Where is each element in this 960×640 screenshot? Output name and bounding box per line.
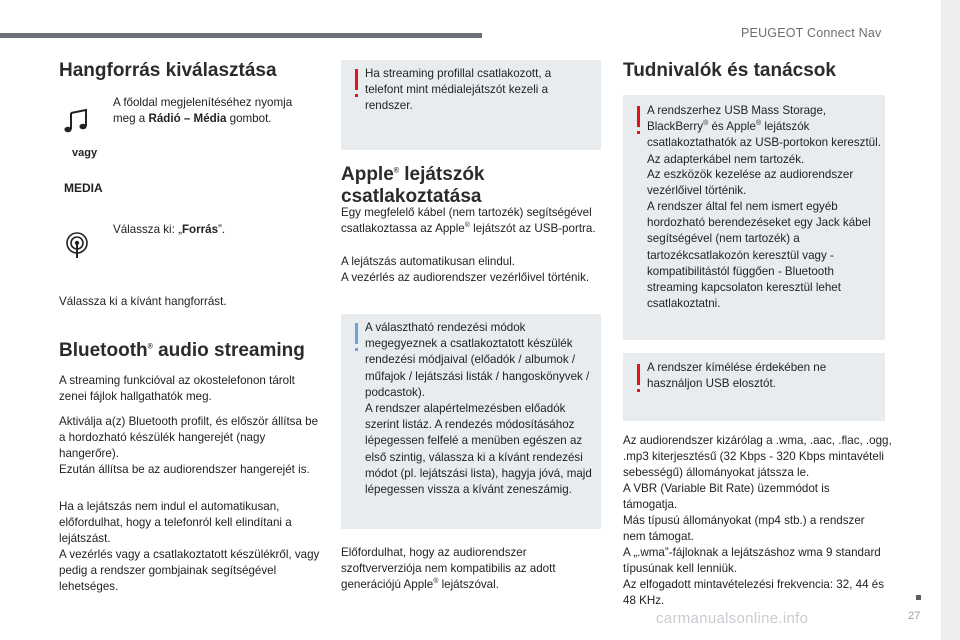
page-number: 27 — [908, 610, 921, 622]
section-title-tips: Tudnivalók és tanácsok — [623, 60, 836, 81]
step-select-source: Válassza ki: „Forrás”. — [113, 223, 226, 236]
usb-support-text: A rendszerhez USB Mass Storage, BlackBerry® és Apple® lejátszók csatlakoztathatók az USB-portokon keresztül. Az adapterkábel nem tartozék. — [647, 104, 881, 166]
side-margin-strip — [941, 0, 960, 640]
warning-box-usb — [623, 95, 885, 340]
apple-paragraph-2: A lejátszás automatikusan elindul. — [341, 255, 516, 268]
warning-icon — [637, 106, 640, 127]
source-antenna-icon — [62, 229, 92, 266]
warning-box-hub — [623, 353, 885, 421]
warning-icon — [637, 364, 640, 385]
apple-compat-note: Előfordulhat, hogy az audiorendszer szoftververziója nem kompatibilis az adott generációjú Apple® lejátszóval. — [341, 546, 556, 592]
step-choose-source: Válassza ki a kívánt hangforrást. — [59, 295, 227, 308]
usb-hub-warning: A rendszer kímélése érdekében ne használjon USB elosztót. — [647, 361, 827, 391]
bt-paragraph-1: A streaming funkcióval az okostelefonon tárolt zenei fájlok hallgathatók meg. — [59, 374, 295, 404]
info-text-sorting-1: A választható rendezési módok megegyeznek a csatlakoztatott készülék rendezési módjaival (előadók / albumok / műfajok / lejátszási listák / hangoskönyvek / podcastok). — [365, 321, 590, 399]
info-box-sorting — [341, 314, 601, 529]
formats-paragraph-1: Az audiorendszer kizárólag a .wma, .aac, .flac, .ogg, .mp3 kiterjesztésű (32 Kbps - 320 Kbps mintavételi sebességű) állományokat játssza le. — [623, 434, 892, 480]
info-icon — [355, 323, 358, 344]
usb-other-devices-text: A rendszer által fel nem ismert egyéb hordozható berendezéseket egy Jack kábel segítségével (nem tartozék) a tartozékcsatlakozón keresztül vagy - kompatibilitástól függően - Bluetooth streaming kapcsolaton keresztül lehet csatlakoztatni. — [647, 200, 871, 311]
bt-paragraph-4: Ha a lejátszás nem indul el automatikusan, előfordulhat, hogy a telefonról kell elindítani a lejátszást. — [59, 500, 292, 546]
header-rule — [0, 33, 482, 38]
apple-paragraph-3: A vezérlés az audiorendszer vezérlőivel történik. — [341, 271, 590, 284]
formats-paragraph-2: A VBR (Variable Bit Rate) üzemmódot is támogatja. — [623, 482, 830, 512]
section-title-apple: Apple® lejátszók csatlakoztatása — [341, 164, 485, 207]
warning-icon — [355, 69, 358, 90]
warning-box-streaming — [341, 60, 601, 150]
bt-paragraph-5: A vezérlés vagy a csatlakoztatott készülékről, vagy pedig a rendszer gombjainak segítségével lehetséges. — [59, 548, 320, 594]
section-title-bluetooth: Bluetooth® audio streaming — [59, 340, 305, 361]
page-marker — [916, 595, 921, 600]
brand-title: PEUGEOT Connect Nav — [741, 26, 882, 40]
formats-paragraph-5: Az elfogadott mintavételezési frekvencia: 32, 44 és 48 KHz. — [623, 578, 885, 608]
bt-paragraph-3: Ezután állítsa be az audiorendszer hangerejét is. — [59, 463, 310, 476]
bt-paragraph-2: Aktiválja a(z) Bluetooth profilt, és először állítsa be a hordozható készülék hangerejét (nagy hangerőre). — [59, 415, 319, 461]
formats-paragraph-4: A „.wma”-fájloknak a lejátszáshoz wma 9 standard típusúnak kell lenniük. — [623, 546, 881, 576]
or-label: vagy — [72, 147, 98, 159]
section-title-source: Hangforrás kiválasztása — [59, 60, 277, 81]
music-note-icon — [62, 106, 92, 141]
apple-paragraph-1: Egy megfelelő kábel (nem tartozék) segítségével csatlakoztassa az Apple® lejátszót az USB-portra. — [341, 206, 596, 236]
watermark: carmanualsonline.info — [656, 610, 809, 627]
media-button-label: MEDIA — [64, 181, 103, 195]
usb-control-text: Az eszközök kezelése az audiorendszer vezérlőivel történik. — [647, 168, 854, 198]
warning-text-streaming: Ha streaming profillal csatlakozott, a telefont mint médialejátszót kezeli a rendszer. — [365, 67, 552, 113]
step-main-page: A főoldal megjelenítéséhez nyomja meg a Rádió – Média gombot. — [113, 96, 293, 126]
info-text-sorting-2: A rendszer alapértelmezésben előadók szerint listáz. A rendezés módosításához lépegessen felfelé a menüben egészen az első szintig, válassza ki a kívánt rendezési módot (pl. lejátszási lista), hagyja jóvá, majd lépegessen vissza a kívánt zeneszámig. — [365, 402, 592, 497]
formats-paragraph-3: Más típusú állományokat (mp4 stb.) a rendszer nem támogat. — [623, 514, 865, 544]
